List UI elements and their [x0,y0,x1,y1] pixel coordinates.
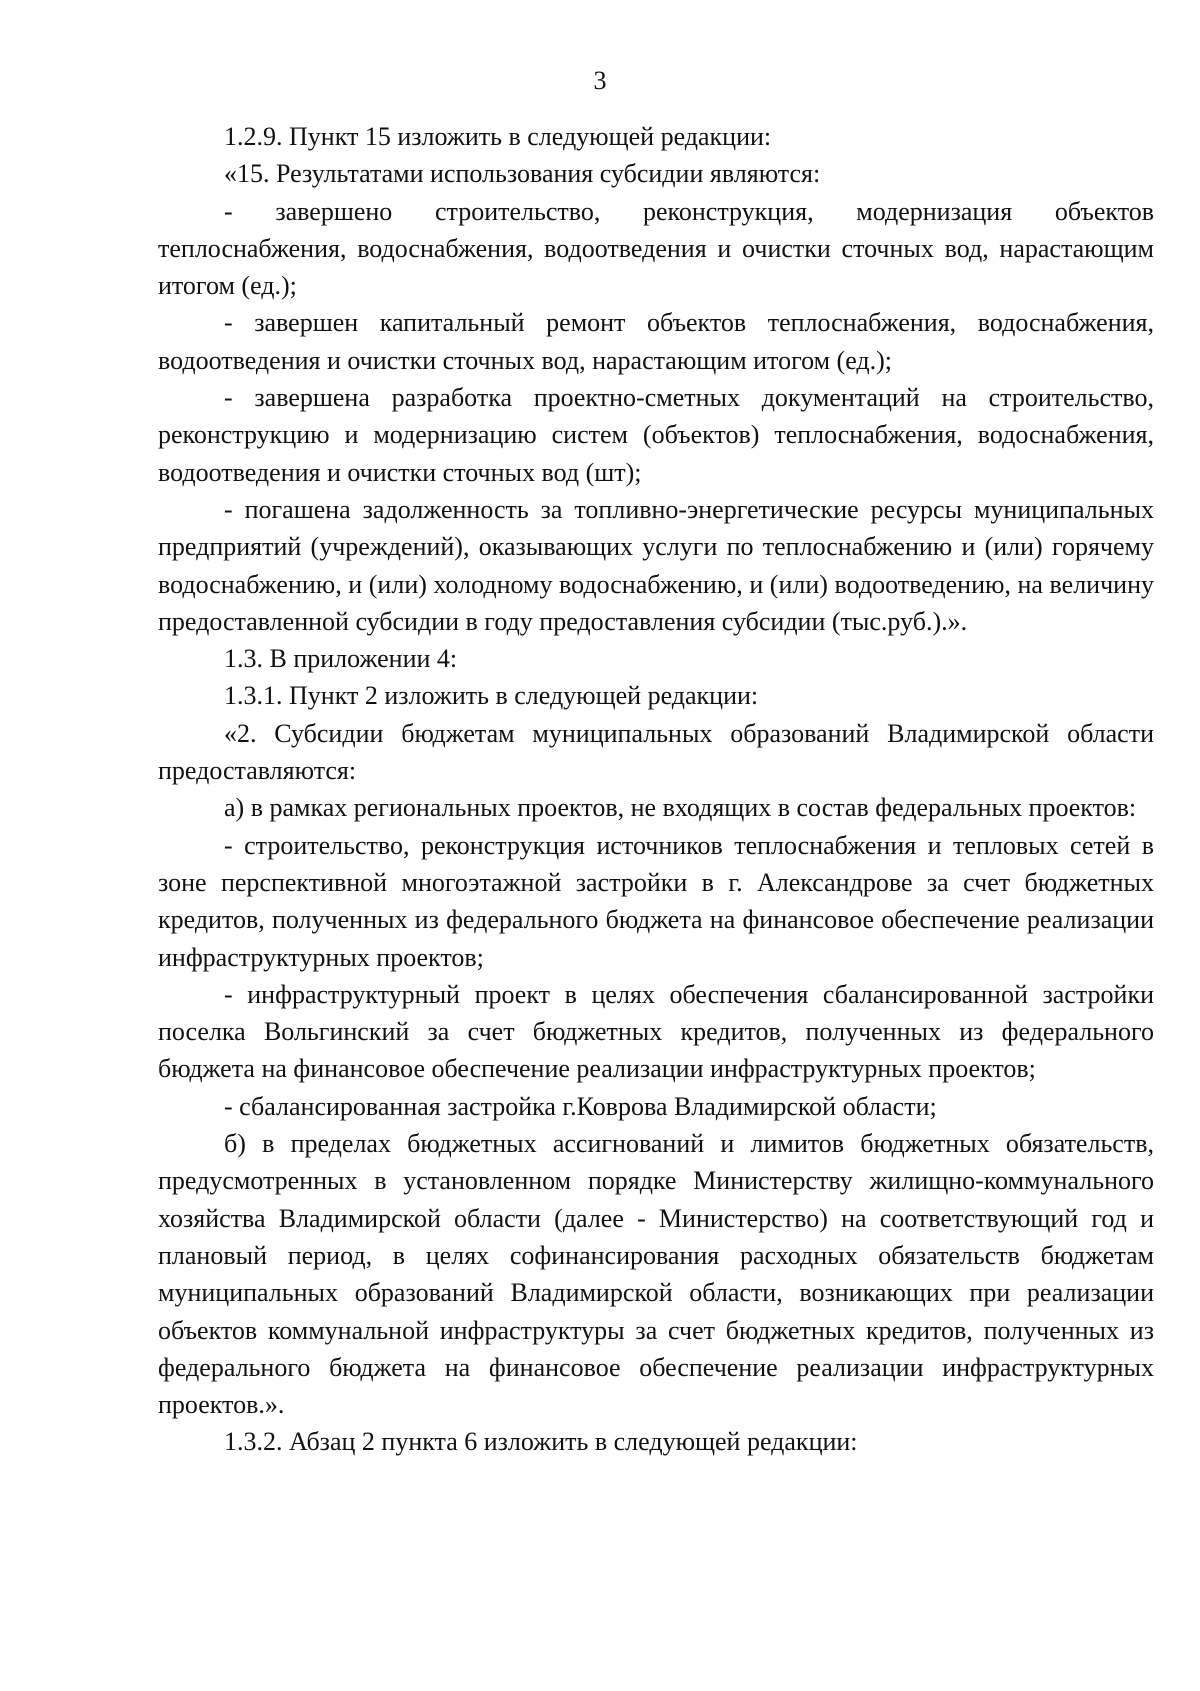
paragraph-result-debt: - погашена задолженность за топливно-энергетические ресурсы муниципальных предприятий (учреждений), оказывающих услуги по теплоснабжению и (или) горячему водоснабжению, и (или) холодному водоснабжению, и (или) водоотведению, на величину предоставленной субсидии в году предоставления субсидии (тыс.руб.).». [158,494,1154,636]
paragraph-item-a: а) в рамках региональных проектов, не входящих в состав федеральных проектов: [224,793,1137,823]
paragraph-alexandrov: - строительство, реконструкция источников теплоснабжения и тепловых сетей в зоне перспективной многоэтажной застройки в г. Александрове за счет бюджетных кредитов, полученных из федерального бюджета на финансовое обеспечение реализации инфраструктурных проектов; [158,830,1154,972]
paragraph-kovrov: - сбалансированная застройка г.Коврова Владимирской области; [224,1091,937,1121]
paragraph-1-3: 1.3. В приложении 4: [224,644,458,674]
paragraph-1-2-9: 1.2.9. Пункт 15 изложить в следующей редакции: [224,122,772,151]
paragraph-item-2-heading: «2. Субсидии бюджетам муниципальных образований Владимирской области предоставляются: [158,718,1154,786]
page-number: 3 [593,66,607,95]
paragraph-item-b: б) в пределах бюджетных ассигнований и лимитов бюджетных обязательств, предусмотренных в установленном порядке Министерству жилищно-коммунального хозяйства Владимирской области (далее - Министерство) на соответствующий год и плановый период, в целях софинансирования расходных обязательств бюджетам муниципальных образований Владимирской области, возникающих при реализации объектов коммунальной инфраструктуры за счет бюджетных кредитов, полученных из федерального бюджета на финансовое обеспечение реализации инфраструктурных проектов.». [158,1129,1154,1420]
document-body [158,118,1154,1461]
paragraph-volginsky: - инфраструктурный проект в целях обеспечения сбалансированной застройки поселка Вольгинский за счет бюджетных кредитов, полученных из федерального бюджета на финансовое обеспечение реализации инфраструктурных проектов; [158,979,1154,1084]
paragraph-result-design-docs: - завершена разработка проектно-сметных документаций на строительство, реконструкцию и модернизацию систем (объектов) теплоснабжения, водоснабжения, водоотведения и очистки сточных вод (шт); [158,383,1154,487]
paragraph-result-repair: - завершен капитальный ремонт объектов теплоснабжения, водоснабжения, водоотведения и очистки сточных вод, нарастающим итогом (ед.); [158,308,1154,375]
paragraph-1-3-1: 1.3.1. Пункт 2 изложить в следующей редакции: [224,681,759,711]
paragraph-1-3-2: 1.3.2. Абзац 2 пункта 6 изложить в следующей редакции: [224,1427,858,1457]
paragraph-item-15-heading: «15. Результатами использования субсидии являются: [224,159,821,189]
paragraph-result-construction: - завершено строительство, реконструкция, модернизация объектов теплоснабжения, водоснабжения, водоотведения и очистки сточных вод, нарастающим итогом (ед.); [158,196,1154,301]
